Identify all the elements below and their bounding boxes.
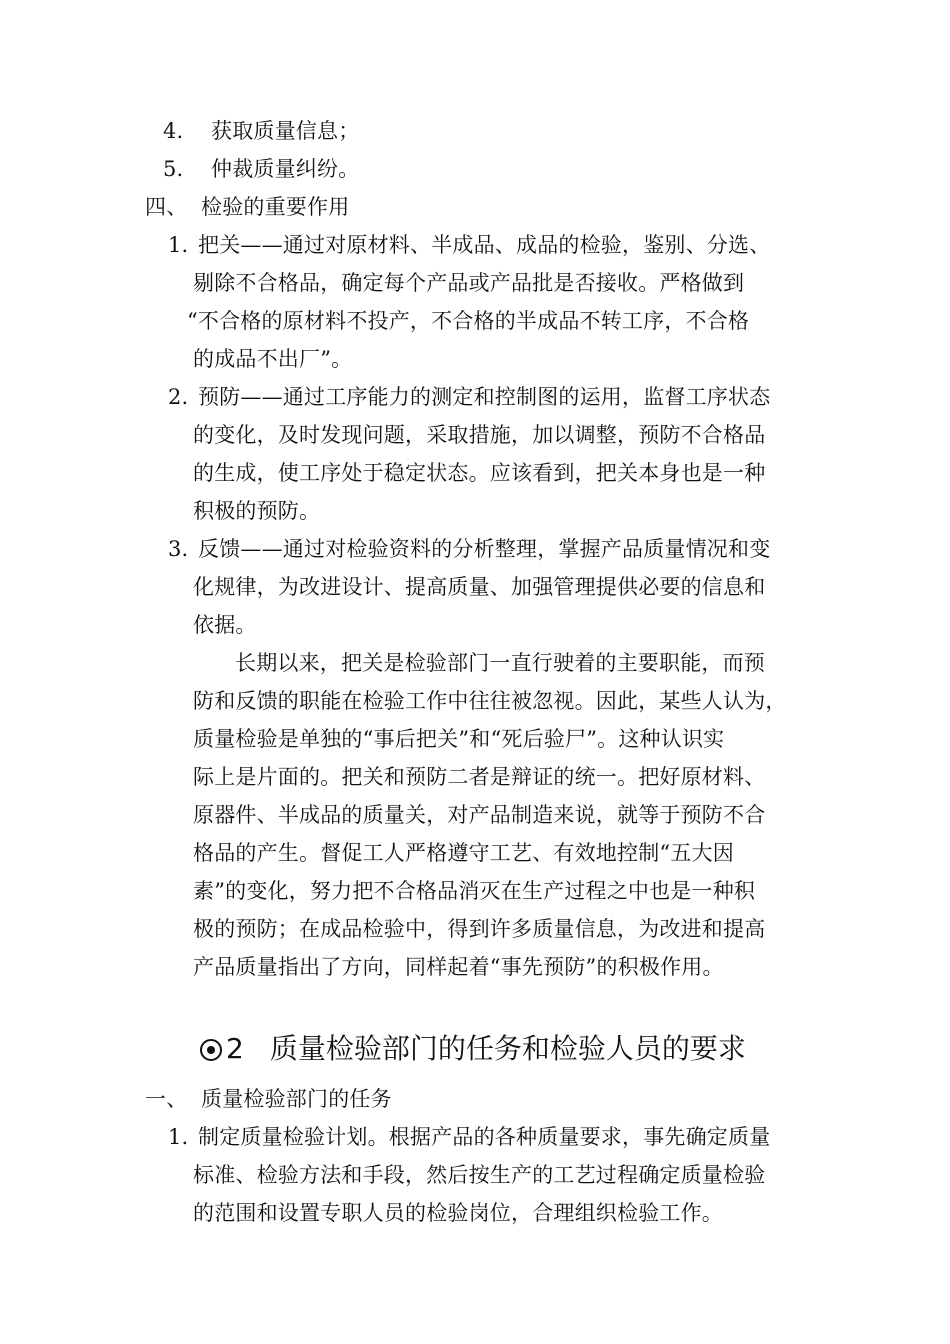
paragraph-line-3: 质量检验是单独的“事后把关”和“死后验尸”。这种认识实 xyxy=(193,727,725,751)
list-item-3-line-1 xyxy=(168,530,770,568)
list-number: 5. xyxy=(163,157,184,181)
list-text: 把关——通过对原材料、半成品、成品的检验，鉴别、分选、 xyxy=(198,233,771,257)
list-number: 4. xyxy=(163,119,184,143)
chapter-heading xyxy=(200,1026,746,1072)
list-item-5 xyxy=(163,150,359,188)
section-title: 检验的重要作用 xyxy=(201,195,350,219)
section-number: 一、 xyxy=(145,1087,188,1111)
section-number: 四、 xyxy=(145,195,188,219)
list-text: 仲裁质量纠纷。 xyxy=(211,157,360,181)
list-item-2-line-1 xyxy=(168,378,770,416)
section-heading-four xyxy=(145,188,349,226)
list-number: 2. xyxy=(168,385,189,409)
list-item-1-line-2: 剔除不合格品，确定每个产品或产品批是否接收。严格做到 xyxy=(193,271,745,295)
task-item-1-line-2: 标准、检验方法和手段，然后按生产的工艺过程确定质量检验 xyxy=(193,1163,766,1187)
chapter-title: 质量检验部门的任务和检验人员的要求 xyxy=(269,1032,746,1065)
list-item-1-line-1 xyxy=(168,226,770,264)
paragraph-line-4: 际上是片面的。把关和预防二者是辩证的统一。把好原材料、 xyxy=(193,765,766,789)
paragraph-line-1: 长期以来，把关是检验部门一直行驶着的主要职能，而预 xyxy=(235,651,765,675)
list-item-2-line-4: 积极的预防。 xyxy=(193,499,321,523)
list-item-3-line-3: 依据。 xyxy=(193,613,257,637)
list-text: 制定质量检验计划。根据产品的各种质量要求，事先确定质量 xyxy=(198,1125,771,1149)
list-number: 1. xyxy=(168,1125,189,1149)
task-item-1-line-3: 的范围和设置专职人员的检验岗位，合理组织检验工作。 xyxy=(193,1201,723,1225)
list-number: 1. xyxy=(168,233,189,257)
chapter-number: 2 xyxy=(226,1032,244,1065)
list-text: 获取质量信息； xyxy=(211,119,360,143)
circle-dot-icon xyxy=(200,1039,222,1061)
list-item-4 xyxy=(163,112,359,150)
list-item-2-line-2: 的变化，及时发现问题，采取措施，加以调整，预防不合格品 xyxy=(193,423,766,447)
list-text: 预防——通过工序能力的测定和控制图的运用，监督工序状态 xyxy=(198,385,771,409)
list-item-2-line-3: 的生成，使工序处于稳定状态。应该看到，把关本身也是一种 xyxy=(193,461,766,485)
paragraph-line-7: 素”的变化，努力把不合格品消灭在生产过程之中也是一种积 xyxy=(193,879,756,903)
paragraph-line-2: 防和反馈的职能在检验工作中往往被忽视。因此，某些人认为， xyxy=(193,689,787,713)
paragraph-line-6: 格品的产生。督促工人严格遵守工艺、有效地控制“五大因 xyxy=(193,841,734,865)
list-item-1-line-3: “不合格的原材料不投产，不合格的半成品不转工序，不合格 xyxy=(187,309,750,333)
task-item-1-line-1 xyxy=(168,1118,770,1156)
list-number: 3. xyxy=(168,537,189,561)
list-item-3-line-2: 化规律，为改进设计、提高质量、加强管理提供必要的信息和 xyxy=(193,575,766,599)
list-item-1-line-4: 的成品不出厂”。 xyxy=(193,347,353,371)
paragraph-line-9: 产品质量指出了方向，同样起着“事先预防”的积极作用。 xyxy=(193,955,724,979)
paragraph-line-8: 极的预防；在成品检验中，得到许多质量信息，为改进和提高 xyxy=(193,917,766,941)
section-heading-one xyxy=(145,1080,392,1118)
paragraph-line-5: 原器件、半成品的质量关，对产品制造来说，就等于预防不合 xyxy=(193,803,766,827)
list-text: 反馈——通过对检验资料的分析整理，掌握产品质量情况和变 xyxy=(198,537,771,561)
section-title: 质量检验部门的任务 xyxy=(201,1087,392,1111)
